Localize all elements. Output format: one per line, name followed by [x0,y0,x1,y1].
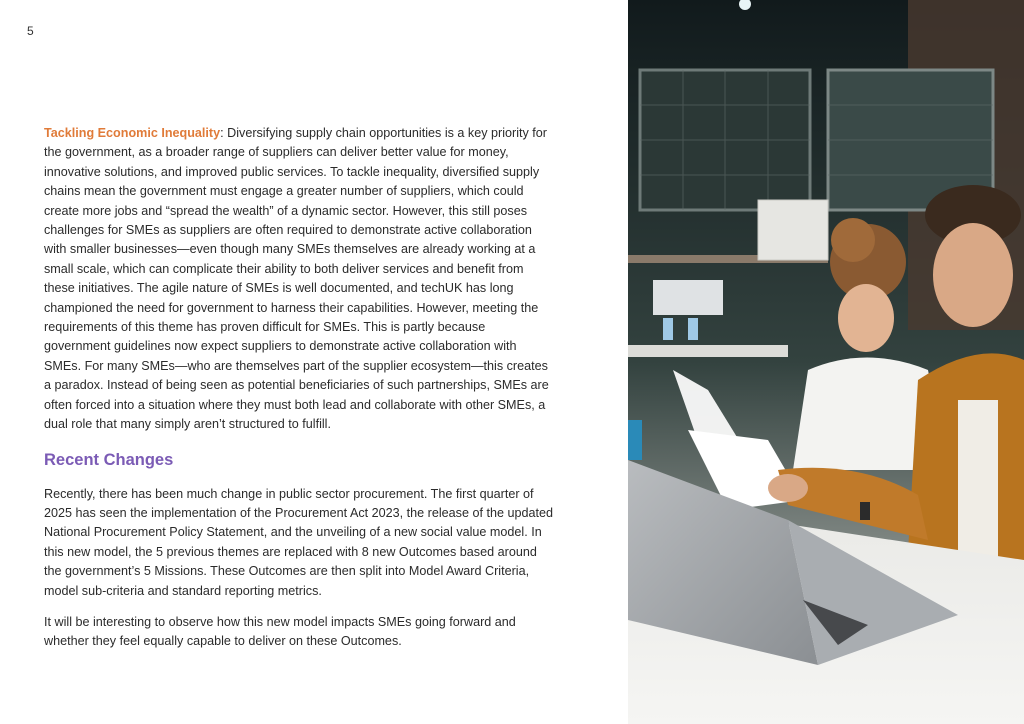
main-text-column [44,124,554,652]
paragraph-recent-changes: Recently, there has been much change in public sector procurement. The first quarter of 2025 has seen the implementation of the Procurement Act 2023, the release of the updated National Procurement Policy Statement, and the unveiling of a new social value model. In this new model, the 5 previous themes are replaced with 8 new Outcomes based around the government’s 5 Missions. These Outcomes are then split into Model Award Criteria, model sub-criteria and standard reporting metrics. [44,486,553,598]
paragraph-body-text: : Diversifying supply chain opportunities is a key priority for the government, as a broader range of suppliers can deliver better value for money, innovative solutions, and improved public services. To tackle inequality, diversified supply chains mean the government must engage a greater number of suppliers, which could create more jobs and “spread the wealth” of a dynamic sector. However, this still poses challenges for SMEs as suppliers are often required to demonstrate active collaboration with smaller businesses—even though many SMEs themselves are already working at a small scale, which can complicate their ability to both deliver services and benefit from these initiatives. The agile nature of SMEs is well documented, and techUK has long championed the need for government to harness their capabilities. However, meeting the requirements of this theme has proven difficult for SMEs. This is partly because government guidelines now expect suppliers to demonstrate active collaboration with SMEs. For many SMEs—who are themselves part of the supplier ecosystem—this creates a paradox. Instead of being seen as potential beneficiaries of such partnerships, SMEs are often forced into a situation where they must both lead and collaborate with other SMEs, a dual role that many simply aren’t structured to fulfill. [44,126,549,432]
paragraph-economic-inequality [44,124,554,435]
office-photo-illustration [628,0,1024,724]
office-photo [628,0,1024,724]
highlight-term: Tackling Economic Inequality [44,126,221,140]
section-heading-recent-changes: Recent Changes [44,450,174,469]
page-number: 5 [27,24,34,38]
paragraph-closing: It will be interesting to observe how this new model impacts SMEs going forward and whether they feel equally capable to deliver on these Outcomes. [44,614,516,649]
